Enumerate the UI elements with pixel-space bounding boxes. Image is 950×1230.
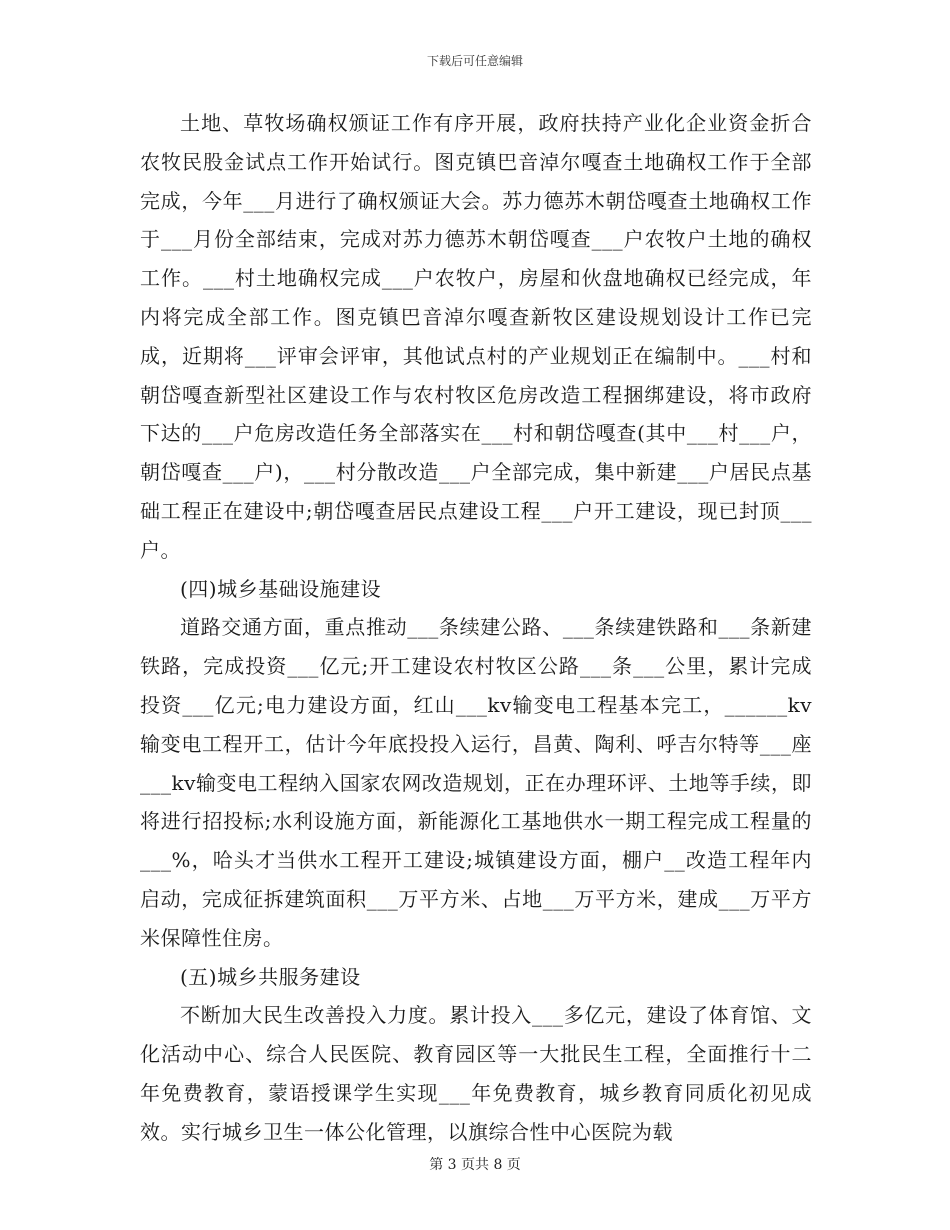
page-header: 下载后可任意编辑 — [426, 54, 523, 68]
document-body — [140, 104, 812, 1152]
paragraph-land-rights: 土地、草牧场确权颁证工作有序开展，政府扶持产业化企业资金折合农牧民股金试点工作开始试行。图克镇巴音淖尔嘎查土地确权工作于全部完成，今年___月进行了确权颁证大会。苏力德苏木朝岱嘎查土地确权工作于___月份全部结束，完成对苏力德苏木朝岱嘎查___户农牧户土地的确权工作。___村土地确权完成___户农牧户，房屋和伙盘地确权已经完成，年内将完成全部工作。图克镇巴音淖尔嘎查新牧区建设规划设计工作已完成，近期将___评审会评审，其他试点村的产业规划正在编制中。___村和朝岱嘎查新型社区建设工作与农村牧区危房改造工程捆绑建设，将市政府下达的___户危房改造任务全部落实在___村和朝岱嘎查(其中___村___户，朝岱嘎查___户)，___村分散改造___户全部完成，集中新建___户居民点基础工程正在建设中;朝岱嘎查居民点建设工程___户开工建设，现已封顶___户。 — [140, 111, 812, 562]
paragraph-infrastructure: 道路交通方面，重点推动___条续建公路、___条续建铁路和___条新建铁路，完成投资___亿元;开工建设农村牧区公路___条___公里，累计完成投资___亿元;电力建设方面，红山___kv输变电工程基本完工，______kv输变电工程开工，估计今年底投投入运行，昌黄、陶利、呼吉尔特等___座___kv输变电工程纳入国家农网改造规划，正在办理环评、土地等手续，即将进行招投标;水利设施方面，新能源化工基地供水一期工程完成工程量的___%，哈头才当供水工程开工建设;城镇建设方面，棚户__改造工程年内启动，完成征拆建筑面积___万平方米、占地___万平方米，建成___万平方米保障性住房。 — [140, 615, 812, 950]
section-heading-public-service: (五)城乡共服务建设 — [180, 964, 361, 989]
section-heading-infrastructure: (四)城乡基础设施建设 — [180, 576, 382, 601]
page-footer: 第 3 页共 8 页 — [429, 1157, 521, 1173]
paragraph-public-service: 不断加大民生改善投入力度。累计投入___多亿元，建设了体育馆、文化活动中心、综合人民医院、教育园区等一大批民生工程，全面推行十二年免费教育，蒙语授课学生实现___年免费教育，城乡教育同质化初见成效。实行城乡卫生一体公化管理，以旗综合性中心医院为载 — [140, 1003, 812, 1144]
